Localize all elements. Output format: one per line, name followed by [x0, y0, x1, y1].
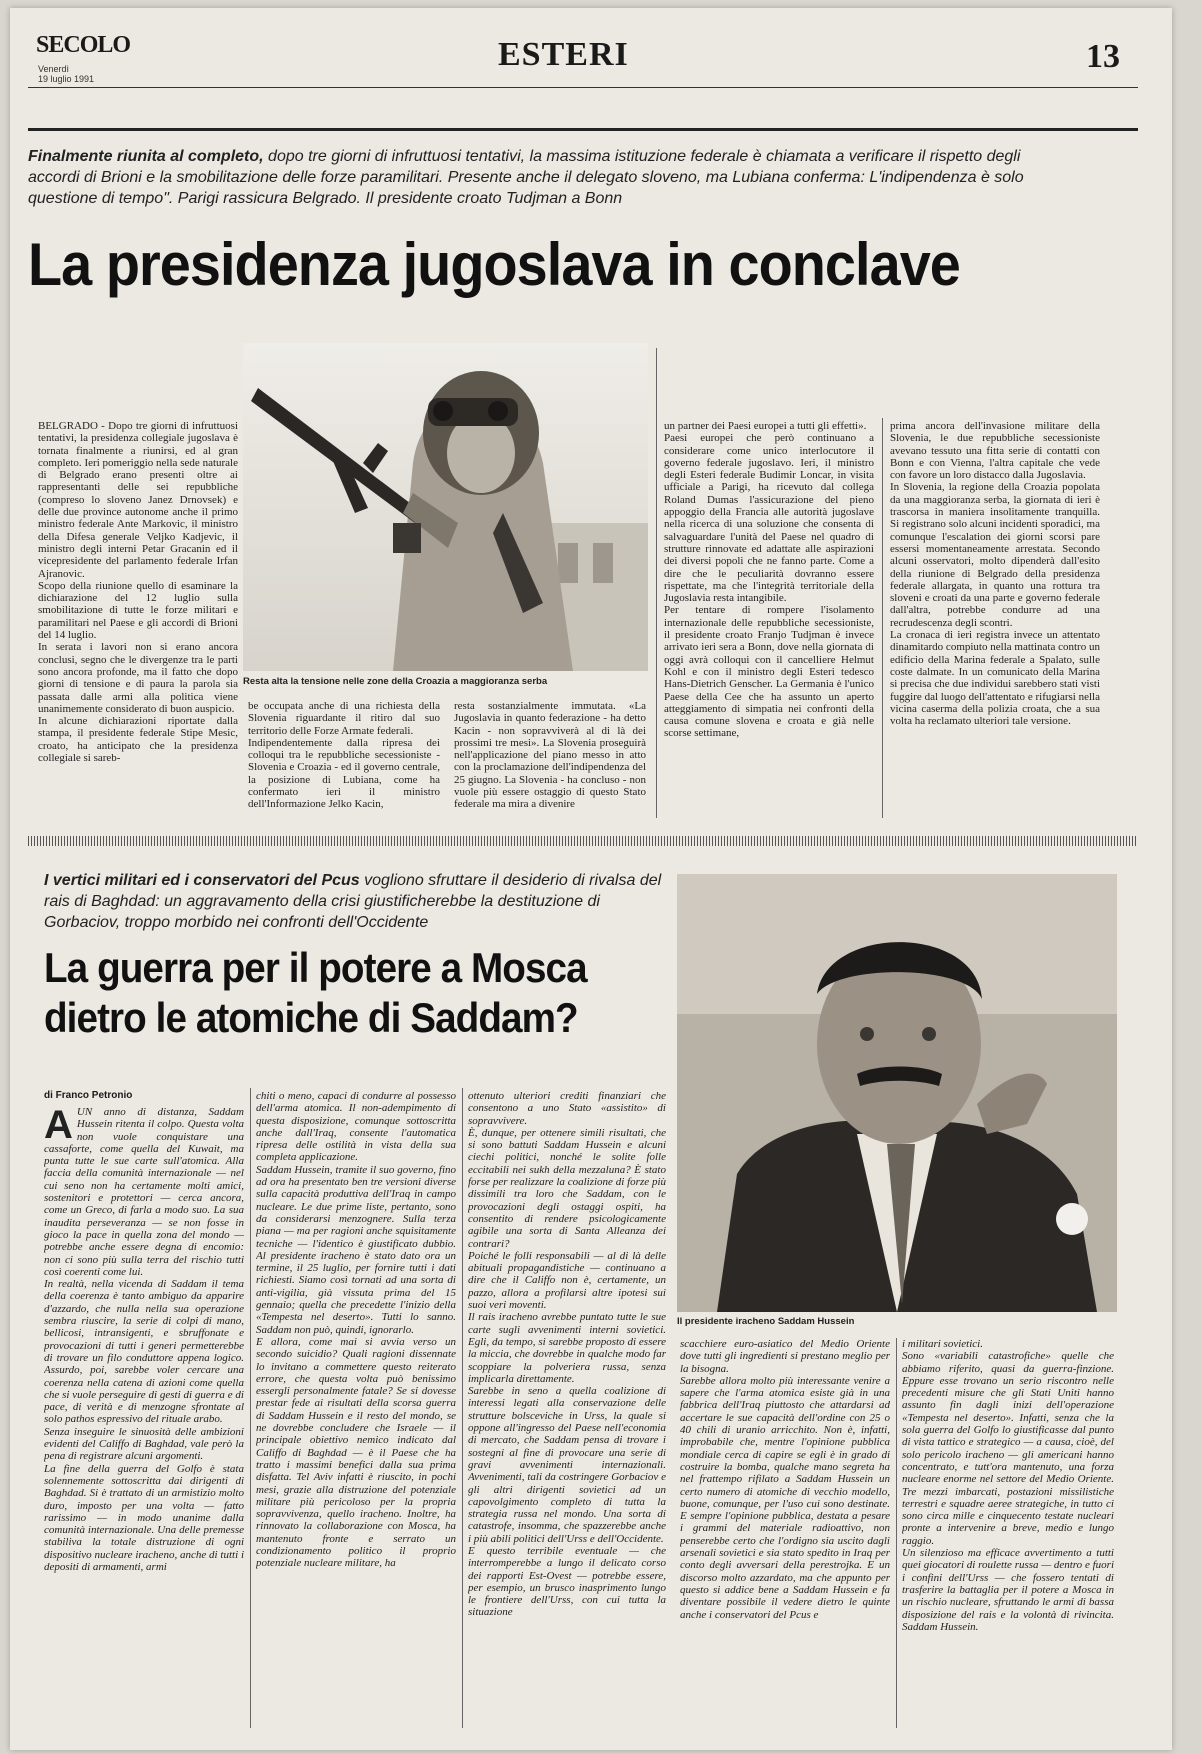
column-divider [882, 418, 883, 818]
soldier-photo [243, 343, 648, 671]
issue-date-text: 19 luglio 1991 [38, 74, 95, 84]
article2-kicker-rest: vogliono sfruttare il desiderio di rivalsa del rais di Baghdad: un aggravamento della crisi giustificherebbe la destituzione di Gorbaciov, troppo morbido nei confronti dell'Occidente [44, 872, 662, 931]
column-divider [250, 1088, 251, 1728]
article2-headline [44, 943, 633, 1043]
column-divider [656, 348, 657, 818]
article2-column-2: chiti o meno, capaci di condurre al possesso dell'arma atomica. Il non-adempimento di questa disposizione, comunque sottoscritta anche dall'Iraq, consente l'automatica ripresa delle ostilità in vista della sua completa applicazione. Saddam Hussein, tramite il suo governo, fino ad ora ha presentato ben tre versioni diverse sulla capacità produttiva dell'Iraq in campo nucleare. Le due prime liste, pertanto, sono da considerarsi menzognere. Sulla terza piana — ma per ragioni anche squisitamente tecniche — l'identico è giustificato dubbio. Al presidente iracheno è stato dato ora un termine, il 25 luglio, per fornire tutti i dati richiesti. Siamo così tornati ad una sorta di anti-vigilia, già vissuta prima del 15 gennaio; quella che precedette l'inizio della «Tempesta nel deserto». Tutti lo sanno. Saddam non può, quindi, ignorarlo. E allora, come mai si avvia verso un secondo suicidio? Quali ragioni dissennate lo invitano a commettere questo reiterato errore, che questa volta può benissimo essergli personalmente fatale? Se si dovesse prestar fede ai risultati della scorsa guerra di Saddam Hussein e il resto del mondo, se ne dovrebbe concludere che Israele — il principale obiettivo nemico indicato dal Califfo di Baghdad — è il Paese che ha tratto i massimi benefici dalla sua prima disfatta. Tel Aviv infatti è riuscito, in pochi mesi, grazie alla distruzione del potenziale militare più pericoloso per la propria sopravvivenza, quello iracheno. Inoltre, ha rinnovato la collaborazione con Mosca, ha mantenuto fronte e serrato un condizionamento politico il proprio potenziale nucleare militare, ha [256, 1090, 456, 1570]
page-number: 13 [1086, 38, 1120, 75]
newspaper-page [10, 8, 1172, 1750]
article2-kicker-lead: I vertici militari ed i conservatori del Pcus [44, 872, 360, 889]
article1-column-3: resta sostanzialmente immutata. «La Jugoslavia in quanto federazione - ha detto Kacin - non sopravviverà al di là dei prossimi tre mesi». La Slovenia proseguirà nell'applicazione del piano messo in atto con la proclamazione dell'indipendenza del 25 giugno. La Slovenia - ha concluso - non vuole più essere ostaggio di questo Stato federale ma mira a divenire [454, 700, 646, 811]
article1-photo [243, 343, 648, 671]
issue-date [38, 64, 94, 84]
issue-day: Venerdì [38, 64, 70, 74]
article2-photo [677, 874, 1117, 1312]
article1-photo-caption: Resta alta la tensione nelle zone della Croazia a maggioranza serba [243, 676, 548, 687]
article2-byline: di Franco Petronio [44, 1090, 133, 1101]
newspaper-logo: SECOLO [36, 32, 131, 58]
masthead [28, 22, 1138, 88]
article2-photo-caption: Il presidente iracheno Saddam Hussein [677, 1316, 855, 1327]
article1-kicker-rest: dopo tre giorni di infruttuosi tentativi, la massima istituzione federale è chiamata a verificare il rispetto degli accordi di Brioni e la smobilitazione delle forze paramilitari. Presente anche il delegato sloveno, ma Lubiana conferma: L'indipendenza è solo questione di tempo". Parigi rassicura Belgrado. Il presidente croato Tudjman a Bonn [28, 148, 1024, 207]
article2-headline-line-1: La guerra per il potere a Mosca [44, 944, 587, 991]
top-rule [28, 128, 1138, 131]
article2-column-3: ottenuto ulteriori crediti finanziari che consentono a uno Stato «assistito» di sopravvivere. È, dunque, per ottenere simili risultati, che si sono battuti Saddam Hussein e alcuni ciechi politici, nonché le solite folle eccitabili nei sukh della mezzaluna? È stato forse per realizzare la coalizione di forze più dissimili tra loro che Saddam, con le provocazioni degli ostaggi ospiti, ha consentito di rendere psicologicamente agibile una sorta di Santa Alleanza dei contrari? Poiché le folli responsabili — al di là delle abituali propagandistiche — continuano a dire che il Califfo non è, certamente, un pazzo, allora a profilarsi altre ipotesi sui suoi veri moventi. Il rais iracheno avrebbe puntato tutte le sue carte sugli avvenimenti interni sovietici. Egli, da tempo, si sarebbe proposto di essere la miccia, che dovrebbe in qualche modo far scoppiare la polveriera russa, senza implicarla direttamente. Sarebbe in seno a quella coalizione di interessi legati alla conservazione delle strutture bolsceviche in Urss, la quale si oppone all'ingresso del Paese nell'economia di mercato, che Saddam pensa di trovare i sostegni al fine di provocare una serie di gravi avvenimenti internazionali. Avvenimenti, tali da costringere Gorbaciov e gli altri dirigenti sovietici ad un capovolgimento completo di tutta la strategia russa nel mondo. Una sorta di catastrofe, insomma, che spazzerebbe anche i più abili politici dell'Urss e dell'Occidente. E questo terribile eventuale — che interromperebbe a lungo il delicato corso dei rapporti Est-Ovest — potrebbe essere, per esempio, un brusco inasprimento lungo le frontiere dell'Urss, con cui tutta la situazione [468, 1090, 666, 1619]
article1-kicker [28, 146, 1028, 209]
article1-column-5: prima ancora dell'invasione militare della Slovenia, le due repubbliche secessioniste avevano tessuto una fitta serie di contatti con Bonn e con Vienna, l'altra capitale che vede con favore un loro distacco dalla Jugoslavia. In Slovenia, la regione della Croazia popolata da una maggioranza serba, la giornata di ieri è trascorsa in maniera insolitamente tranquilla. Si registrano solo alcuni incidenti sporadici, ma comunque l'escalation dei giorni scorsi pare essersi momentaneamente arrestata. Secondo alcuni osservatori, molto dipenderà dall'esito della riunione di Belgrado della presidenza federale allargata, in quanto una rottura tra sloveni e croati da una parte e governo federale dall'altra, potrebbe condurre ad una recrudescenza degli scontri. La cronaca di ieri registra invece un attentato dinamitardo compiuto nella mattinata contro un edificio della Marina federale a Spalato, sulle coste dalmate. In un comunicato della Marina si precisa che due individui sarebbero stati visti fuggire dal luogo dell'attentato e rifugiarsi nella vicina caserma della polizia croata, che a sua volta ha reclamato ulteriori tale versione. [890, 420, 1100, 728]
article1-headline: La presidenza jugoslava in conclave [28, 231, 960, 298]
article1-column-4: un partner dei Paesi europei a tutti gli effetti». Paesi europei che però continuano a considerare come unico interlocutore il governo federale jugoslavo. Ieri, il ministro degli Esteri federale Budimir Loncar, in visita ufficiale a Parigi, ha ricevuto dal collega Roland Dumas l'assicurazione del pieno appoggio della Francia alle autorità jugoslave nella ricerca di una soluzione che consenta di salvaguardare l'unità del Paese nel quadro di strutture rinnovate ed adattate alle aspirazioni dei diversi popoli che ne fanno parte. Come a dire che le peculiarità dovranno essere rispettate, ma che l'integrità territoriale della Jugoslavia resta intangibile. Per tentare di rompere l'isolamento internazionale delle repubbliche secessioniste, il presidente croato Franjo Tudjman è invece arrivato ieri sera a Bonn, dove nella giornata di oggi avrà colloqui con il cancelliere Helmut Kohl e con il ministro degli Esteri tedesco Hans-Dietrich Genscher. La Germania è l'unico Paese della Cee che ha assunto un aperto atteggiamento di simpatia nei confronti della causa comune slovena e croata e già nelle scorse settimane, [664, 420, 874, 740]
article1-kicker-lead: Finalmente riunita al completo, [28, 148, 264, 165]
article2-kicker [44, 870, 664, 933]
article2-headline-line-2: dietro le atomiche di Saddam? [44, 994, 578, 1041]
article2-column-5: i militari sovietici. Sono «variabili catastrofiche» quelle che abbiamo riferito, quasi da guerra-finzione. Eppure esse trovano un serio riscontro nelle precedenti misure che gli Stati Uniti hanno assunto fin dagli inizi dell'operazione «Tempesta nel deserto». Infatti, senza che la sola guerra del Golfo lo giustificasse dal punto di vista tattico e strategico — a causa, cioè, del solo pericolo iracheno — gli americani hanno concentrato, e tutt'ora mantenuto, una forza nucleare enorme nel settore del Medio Oriente. Tre mezzi imbarcati, postazioni missilistiche terrestri e squadre aeree strategiche, in tutto ci sono circa mille e cinquecento testate nucleari pronte a intervenire a breve, medio e lungo raggio. Un silenzioso ma efficace avvertimento a tutti quei giocatori di roulette russa — dentro e fuori i confini dell'Urss — che fossero tentati di trasferire la battaglia per il potere a Mosca in un rischio nucleare, sfruttando le armi di bassa disposizione del rais e la volontà di rivincita. Saddam Hussein. [902, 1338, 1114, 1633]
saddam-portrait [677, 874, 1117, 1312]
section-title: ESTERI [498, 36, 629, 73]
article2-column-1 [44, 1106, 244, 1726]
section-divider [28, 836, 1138, 846]
article2-column-4: scacchiere euro-asiatico del Medio Oriente dove tutti gli ingredienti si prestano meglio per la bisogna. Sarebbe allora molto più interessante venire a sapere che l'arma atomica esiste già in una fabbrica dell'Iraq piuttosto che attardarsi ad accertare le sue capacità dell'ordine con 25 o 40 chili di uranio arricchito. Non è, infatti, improbabile che, mentre l'opinione pubblica mondiale cerca di capire se egli è in grado di costruire la bomba, qualche mano segreta ha nel frattempo rifilato a Saddam Hussein un certo numero di atomiche di vecchio modello, buone, comunque, per l'uso cui sono destinate. E sempre l'opinione pubblica, destata a pesare i grammi del materiale radioattivo, non penserebbe certo che l'ordigno sia uscito dagli arsenali sovietici e sia stato spedito in Iraq per conto degli avversari della perestrojka. E un discorso molto azzardato, ma che appunto per questo si addice bene a Saddam Hussein e fa diventare possibile il vedere dietro le quinte anche i conservatori del Pcus e [680, 1338, 890, 1621]
column-divider [896, 1338, 897, 1728]
article2-column-1-text: UN anno di distanza, Saddam Hussein ritenta il colpo. Questa volta non vuole conquistare una cassaforte, come quella del Kuwait, ma punta tutte le sue carte sull'atomica. Alla faccia della comunità internazionale — nel cui seno non ha certamente molti amici, sostenitori e protettori — cerca ancora, come un Greco, di farla a modo suo. La sua inaudita perseveranza — se non fosse in gioco la pace in quella zona del mondo — potrebbe anche essere degna di encomio: non ci sono più sulla terra del rischio tutti così coerenti come lui. In realtà, nella vicenda di Saddam il tema della coerenza è tanto ambiguo da apparire d'azzardo, che nulla nella sua operazione sembra riuscire, la serie di colpi di mano, bellicosi, intransigenti, e sbruffonate e provocazioni di tutti i generi permetterebbe di trovare un filo conduttore appena logico. Assurdo, poi, sarebbe voler cercare una coerenza nella catena di azioni come quella che si vuole perseguire di gesti di guerra e di pace, di verità e di menzogne sfrontate al solo pathos espressivo del rituale arabo. Senza inseguire le sinuosità delle ambizioni evidenti del Califfo di Baghdad, vale però la pena di registrare alcuni argomenti. La fine della guerra del Golfo è stata solennemente sottoscritta dai dirigenti di Baghdad. Si è trattato di un armistizio molto duro, imposto per una volta — fatto rarissimo — in modo unanime dalla comunità internazionale. Una delle premesse stabiliva la totale distruzione di ogni dispositivo nucleare iracheno, anche di tutti i depositi di armamenti, armi [44, 1106, 244, 1573]
dropcap: A [44, 1106, 73, 1147]
column-divider [462, 1088, 463, 1728]
article1-column-1: BELGRADO - Dopo tre giorni di infruttuosi tentativi, la presidenza collegiale jugoslava è tornata finalmente a riunirsi, ed al gran completo. Ieri pomeriggio nella sede naturale di Belgrado erano presenti oltre ai rappresentanti delle sei repubbliche (compreso lo sloveno Janez Drnovsek) e delle due province autonome anche il primo ministro federale Ante Markovic, il ministro della Difesa generale Veljko Kadjevic, il ministro degli interni Petar Gracanin ed il vicepresidente del parlamento federale Irfan Ajranovic. Scopo della riunione quello di esaminare la dichiarazione del 12 luglio sulla smobilitazione di tutte le forze militari e paramilitari nel Paese e gli accordi di Brioni del 14 luglio. In serata i lavori non si erano ancora conclusi, segno che le divergenze tra le parti sono ancora profonde, ma il fatto che dopo giorni di tensione e di paura la parola sia passata dalle armi alla politica viene unanimemente considerato di buon auspicio. In alcune dichiarazioni riportate dalla stampa, il presidente federale Stipe Mesic, croato, ha anticipato che la presidenza collegiale si sareb- [38, 420, 238, 765]
article1-column-2: be occupata anche di una richiesta della Slovenia riguardante il ritiro dal suo territorio delle Forze Armate federali. Indipendentemente dalla ripresa dei colloqui tra le repubbliche secessioniste - Slovenia e Croazia - ed il governo centrale, la posizione di Lubiana, come ha confermato ieri il ministro dell'Informazione Jelko Kacin, [248, 700, 440, 811]
